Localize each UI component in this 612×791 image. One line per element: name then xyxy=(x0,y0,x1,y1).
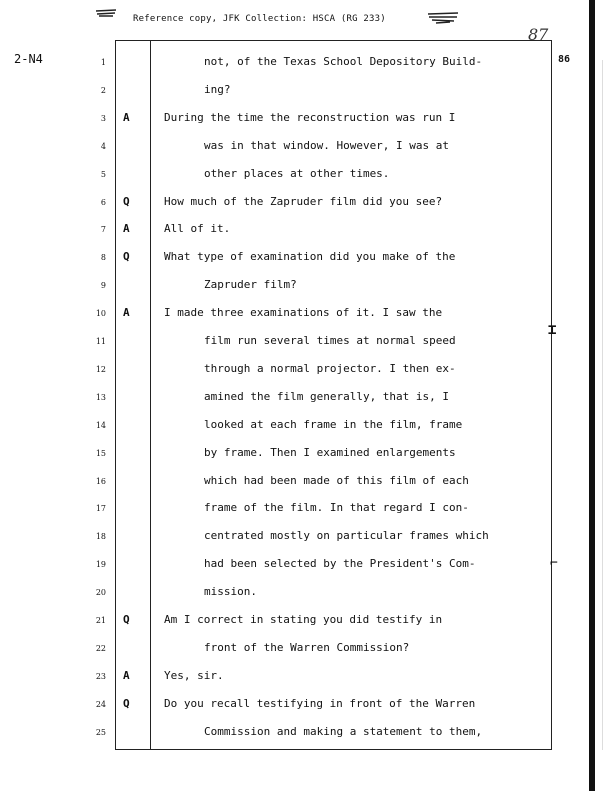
line-number: 2 xyxy=(100,86,106,95)
transcript-line-text: looked at each frame in the film, frame xyxy=(204,418,463,431)
line-number: 8 xyxy=(100,253,106,262)
line-number: 25 xyxy=(95,728,106,737)
line-number: 5 xyxy=(100,170,106,179)
stamp-mark xyxy=(95,8,117,18)
transcript-line-text: amined the film generally, that is, I xyxy=(204,390,450,403)
transcript-line-text: ing? xyxy=(204,83,231,96)
transcript-line-text: which had been made of this film of each xyxy=(204,474,469,487)
line-number: 4 xyxy=(100,142,106,151)
line-number: 22 xyxy=(95,644,106,653)
line-number: 14 xyxy=(95,421,106,430)
transcript-line-text: What type of examination did you make of the xyxy=(164,250,456,263)
line-number: 10 xyxy=(95,309,106,318)
line-number: 21 xyxy=(95,616,106,625)
transcript-line-text: mission. xyxy=(204,585,257,598)
transcript-line-text: had been selected by the President's Com- xyxy=(204,557,476,570)
line-number: 20 xyxy=(95,588,106,597)
archive-stamp xyxy=(426,11,460,24)
answer-marker: A xyxy=(123,306,130,319)
transcript-line-text: not, of the Texas School Depository Build- xyxy=(204,55,483,68)
collection-header: Reference copy, JFK Collection: HSCA (RG 233) xyxy=(133,14,386,24)
line-number: 15 xyxy=(95,449,106,458)
line-number: 19 xyxy=(95,560,106,569)
line-number: 17 xyxy=(95,504,106,513)
scan-edge-line xyxy=(602,60,603,750)
line-number: 6 xyxy=(100,198,106,207)
transcript-line-text: All of it. xyxy=(164,222,231,235)
line-number: 3 xyxy=(100,114,106,123)
handwritten-page-number: 87 xyxy=(528,25,549,44)
answer-marker: A xyxy=(123,669,130,682)
page-identifier: 2-N4 xyxy=(14,52,43,66)
line-number: 24 xyxy=(95,700,106,709)
scan-edge-bar xyxy=(589,0,595,791)
transcript-line-text: Do you recall testifying in front of the Warren xyxy=(164,697,476,710)
line-number: 18 xyxy=(95,532,106,541)
transcript-line-text: How much of the Zapruder film did you see? xyxy=(164,195,443,208)
transcript-line-text: During the time the reconstruction was run I xyxy=(164,111,456,124)
transcript-line-text: film run several times at normal speed xyxy=(204,334,456,347)
question-marker: Q xyxy=(123,613,130,626)
transcript-line-text: Am I correct in stating you did testify in xyxy=(164,613,443,626)
question-marker: Q xyxy=(123,697,130,710)
line-number: 16 xyxy=(95,477,106,486)
answer-marker: A xyxy=(123,111,130,124)
transcript-line-text: I made three examinations of it. I saw the xyxy=(164,306,443,319)
line-number: 9 xyxy=(100,281,106,290)
original-page-number: 86 xyxy=(558,54,571,65)
transcript-line-text: through a normal projector. I then ex- xyxy=(204,362,456,375)
transcript-line-text: Yes, sir. xyxy=(164,669,224,682)
margin-annotation-tick: ⌐ xyxy=(550,556,558,571)
margin-annotation: ⌶ xyxy=(548,322,557,338)
line-number: 1 xyxy=(100,58,106,67)
transcript-line-text: front of the Warren Commission? xyxy=(204,641,410,654)
transcript-line-text: frame of the film. In that regard I con- xyxy=(204,501,469,514)
line-number: 13 xyxy=(95,393,106,402)
transcript-line-text: centrated mostly on particular frames which xyxy=(204,529,489,542)
line-number: 11 xyxy=(95,337,106,346)
qa-column-rule xyxy=(150,40,151,750)
answer-marker: A xyxy=(123,222,130,235)
line-number: 12 xyxy=(95,365,106,374)
line-number: 23 xyxy=(95,672,106,681)
transcript-line-text: Commission and making a statement to them, xyxy=(204,725,483,738)
question-marker: Q xyxy=(123,250,130,263)
transcript-line-text: was in that window. However, I was at xyxy=(204,139,450,152)
question-marker: Q xyxy=(123,195,130,208)
line-number: 7 xyxy=(100,225,106,234)
transcript-line-text: by frame. Then I examined enlargements xyxy=(204,446,456,459)
transcript-line-text: Zapruder film? xyxy=(204,278,297,291)
transcript-line-text: other places at other times. xyxy=(204,167,390,180)
